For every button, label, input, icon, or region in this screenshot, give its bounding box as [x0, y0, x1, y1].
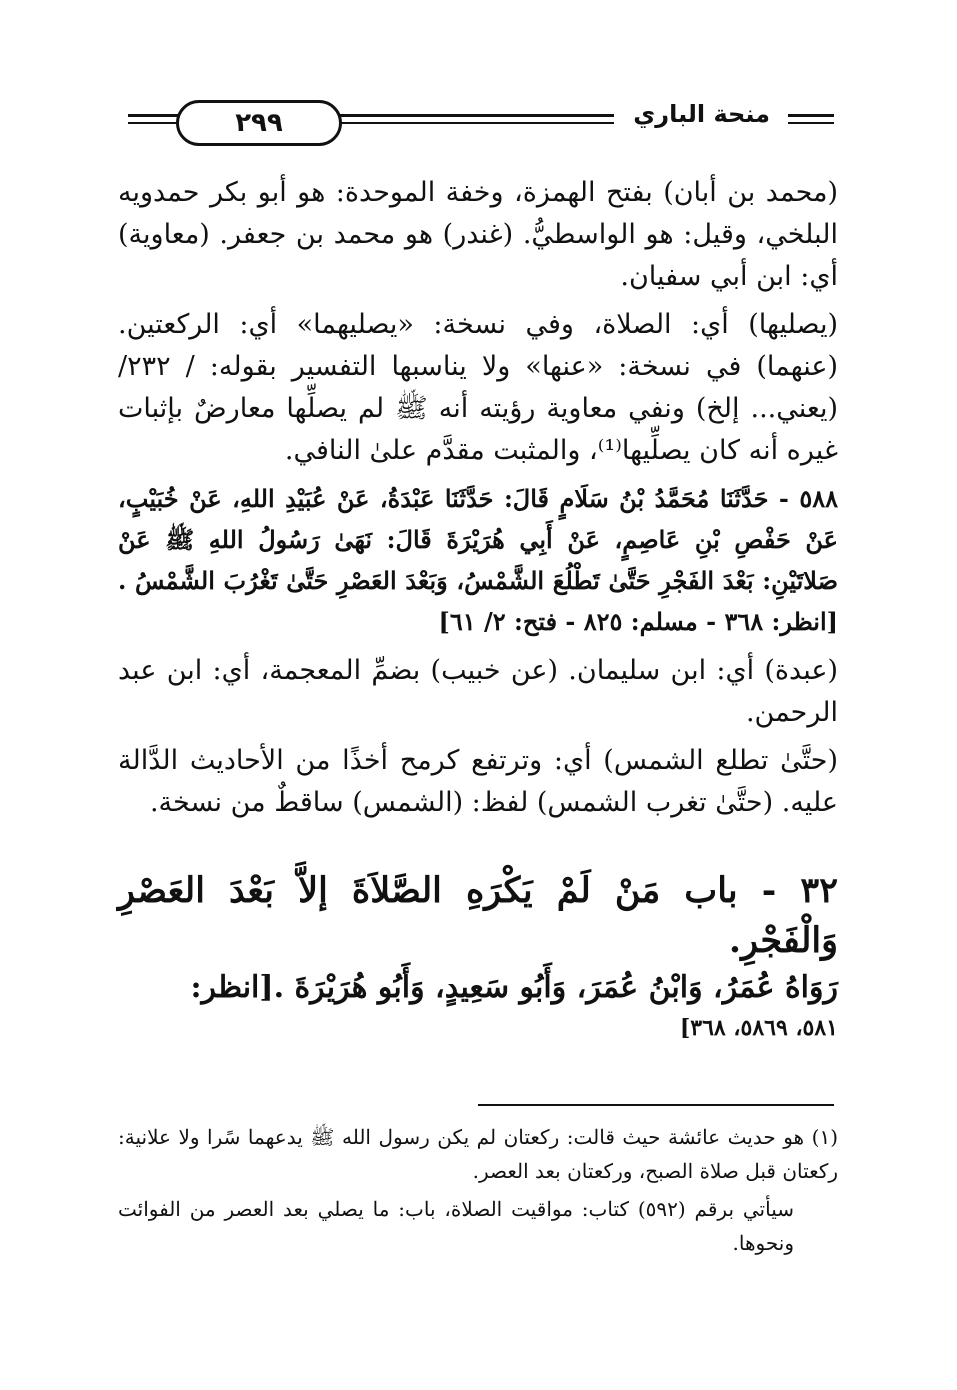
page-header: [128, 96, 834, 146]
header-rule-center-top: [336, 114, 614, 117]
running-title: منحة الباري: [633, 100, 770, 128]
footnote-separator: [478, 1104, 834, 1106]
chapter-references: ٥٨١، ٥٨٦٩، ٣٦٨]: [679, 1015, 838, 1041]
footnote-1: (١) هو حديث عائشة حيث قالت: ركعتان لم يكن رسول الله ﷺ يدعهما سًرا ولا علانية: ركعتان قبل صلاة الصبح، وركعتان بعد العصر.: [118, 1125, 838, 1183]
footnote-1-continued: سيأتي برقم (٥٩٢) كتاب: مواقيت الصلاة، باب: ما يصلي بعد العصر من الفوائت ونحوها.: [118, 1197, 794, 1255]
chapter-title: ٣٢ - باب مَنْ لَمْ يَكْرَهِ الصَّلاَةَ إلاَّ بَعْدَ العَصْرِ وَالْفَجْرِ.: [118, 870, 838, 961]
header-rule-right-bottom: [788, 122, 834, 124]
commentary-paragraph: (عبدة) أي: ابن سليمان. (عن خبيب) بضمِّ المعجمة، أي: ابن عبد الرحمن.: [118, 655, 838, 728]
hadith-text: ٥٨٨ - حَدَّثَنَا مُحَمَّدُ بْنُ سَلَامٍ قَالَ: حَدَّثَنَا عَبْدَةُ، عَنْ عُبَيْدِ اللهِ، عَنْ خُبَيْبٍ، عَنْ حَفْصِ بْنِ عَاصِمٍ، عَنْ أَبِي هُرَيْرَةَ قَالَ: نَهَىٰ رَسُولُ اللهِ ﷺ عَنْ صَلاتَيْنِ: بَعْدَ الفَجْرِ حَتَّىٰ تَطْلُعَ الشَّمْسُ، وَبَعْدَ العَصْرِ حَتَّىٰ تَغْرُبَ الشَّمْسُ . [انظر: ٣٦٨ - مسلم: ٨٢٥ - فتح: ٢/ ٦١]: [118, 484, 838, 636]
main-text: [118, 172, 838, 1046]
commentary-paragraph: (محمد بن أبان) بفتح الهمزة، وخفة الموحدة: هو أبو بكر حمدويه البلخي، وقيل: هو الواسطيُّ. (غندر) هو محمد بن جعفر. (معاوية) أي: ابن أبي سفيان.: [118, 177, 838, 292]
commentary-paragraph: (يصليها) أي: الصلاة، وفي نسخة: «يصليهما» أي: الركعتين. (عنهما) في نسخة: «عنها» ولا يناسبها التفسير بقوله: / ٢٣٢/ (يعني... إلخ) ونفي معاوية رؤيته أنه ﷺ لم يصلِّها معارضٌ بإثبات غيره أنه كان يصلِّيها⁽¹⁾، والمثبت مقدَّم علىٰ النافي.: [118, 309, 838, 466]
header-rule-center-bottom: [336, 122, 614, 124]
page-number: ٢٩٩: [176, 100, 342, 146]
chapter-narrators: رَوَاهُ عُمَرُ، وَابْنُ عُمَرَ، وَأَبُو سَعِيدٍ، وَأَبُو هُرَيْرَةَ .[انظر:: [190, 970, 838, 1005]
chapter-section: [118, 866, 838, 1046]
header-rule-right-top: [788, 114, 834, 117]
commentary-paragraph: (حتَّىٰ تطلع الشمس) أي: وترتفع كرمح أخذًا من الأحاديث الدَّالة عليه. (حتَّىٰ تغرب الشمس) لفظ: (الشمس) ساقطٌ من نسخة.: [118, 745, 838, 818]
footnotes: [118, 1120, 838, 1264]
